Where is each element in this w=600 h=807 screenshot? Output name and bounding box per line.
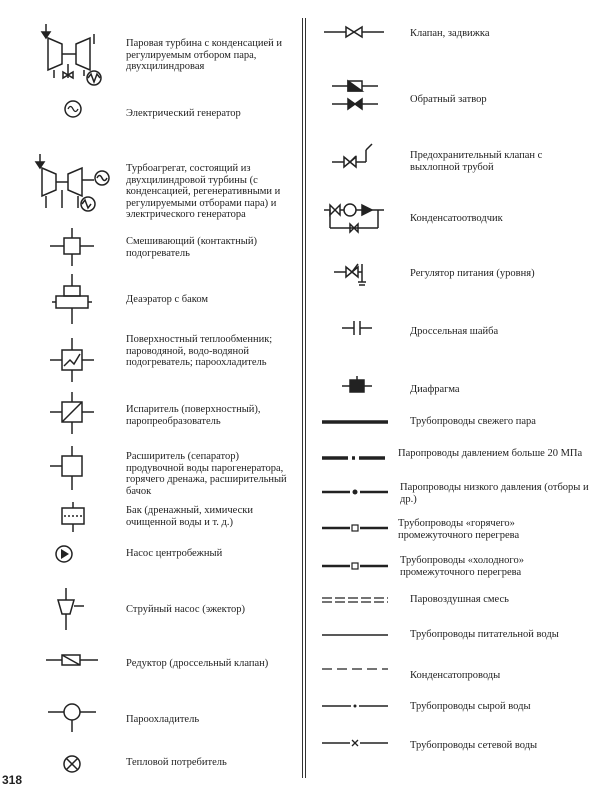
right-label-14: Конденсатопроводы — [410, 670, 501, 681]
right-label-0: Клапан, задвижка — [410, 28, 490, 39]
right-label-4: Регулятор питания (уровня) — [410, 268, 535, 279]
right-label-12: Паровоздушная смесь — [410, 594, 509, 605]
left-label-0: Паровая турбина с конденсацией и регулируемым отбором пара, двухцилиндровая — [126, 38, 283, 72]
high-pressure-steam-line-icon — [322, 454, 388, 462]
diaphragm-icon — [340, 374, 374, 396]
turbine-unit-icon — [32, 150, 116, 222]
evaporator-icon — [48, 390, 96, 436]
desuperheater-icon — [44, 696, 100, 736]
right-label-3: Конденсатоотводчик — [410, 213, 503, 224]
electric-generator-icon — [62, 98, 84, 120]
right-label-2: Предохранительный клапан с выхлопной трубой — [410, 150, 543, 173]
expander-icon — [48, 444, 96, 494]
tank-icon — [56, 500, 90, 534]
left-label-6: Испаритель (поверхностный), паропреобразователь — [126, 404, 261, 427]
right-label-13: Трубопроводы питательной воды — [410, 629, 559, 640]
left-label-9: Насос центробежный — [126, 548, 223, 559]
valve-icon — [322, 24, 386, 40]
left-label-13: Тепловой потребитель — [126, 757, 227, 768]
deaerator-icon — [50, 272, 94, 328]
mixing-heater-icon — [48, 226, 98, 268]
level-regulator-icon — [332, 260, 382, 290]
left-label-3: Смешивающий (контактный) подогреватель — [126, 236, 257, 259]
left-label-4: Деаэратор с баком — [126, 294, 209, 305]
surface-heat-exchanger-icon — [48, 336, 96, 386]
reducer-icon — [44, 652, 100, 668]
left-label-2: Турбоагрегат, состоящий из двухцилиндровой турбины (с конденсацией, регенеративными и регулируемыми отборами пара) и электрического генератора — [126, 163, 281, 220]
low-pressure-steam-line-icon — [322, 488, 388, 496]
steam-trap-icon — [322, 198, 386, 236]
left-label-12: Пароохладитель — [126, 714, 200, 725]
right-label-10: Трубопроводы «горячего» промежуточного перегрева — [398, 518, 520, 541]
orifice-plate-icon — [340, 318, 374, 338]
right-label-16: Трубопроводы сетевой воды — [410, 740, 538, 751]
network-water-line-icon — [322, 738, 388, 748]
steam-turbine-icon — [36, 20, 106, 88]
right-label-11: Трубопроводы «холодного» промежуточного перегрева — [400, 555, 524, 578]
left-label-8: Бак (дренажный, химически очищенной воды и т. д.) — [126, 505, 253, 528]
safety-valve-icon — [330, 140, 384, 174]
hot-reheat-line-icon — [322, 524, 388, 532]
left-label-10: Струйный насос (эжектор) — [126, 604, 246, 615]
ejector-icon — [48, 586, 88, 634]
steam-air-mixture-line-icon — [322, 596, 388, 604]
live-steam-line-icon — [322, 418, 388, 426]
right-label-6: Диафрагма — [410, 384, 460, 395]
raw-water-line-icon — [322, 702, 388, 710]
right-label-5: Дроссельная шайба — [410, 326, 499, 337]
centrifugal-pump-icon — [52, 542, 76, 566]
left-label-5: Поверхностный теплообменник; пароводяной, водо-водяной подогреватель; пароохладитель — [126, 334, 273, 368]
feedwater-line-icon — [322, 632, 388, 638]
page-number: 318 — [2, 773, 23, 787]
left-label-1: Электрический генератор — [126, 108, 241, 119]
condensate-line-icon — [322, 666, 388, 672]
cold-reheat-line-icon — [322, 562, 388, 570]
right-label-8: Паропроводы давлением больше 20 МПа — [398, 448, 583, 459]
right-label-7: Трубопроводы свежего пара — [410, 416, 536, 427]
heat-consumer-icon — [60, 752, 84, 776]
left-label-7: Расширитель (сепаратор) продувочной воды парогенератора, горячего дренажа, расширительный бачок — [126, 451, 287, 497]
check-valve-icon — [330, 76, 382, 112]
column-divider — [302, 18, 306, 778]
right-label-1: Обратный затвор — [410, 94, 487, 105]
left-label-11: Редуктор (дроссельный клапан) — [126, 658, 269, 669]
right-label-15: Трубопроводы сырой воды — [410, 701, 531, 712]
right-label-9: Паропроводы низкого давления (отборы и др.) — [400, 482, 589, 505]
